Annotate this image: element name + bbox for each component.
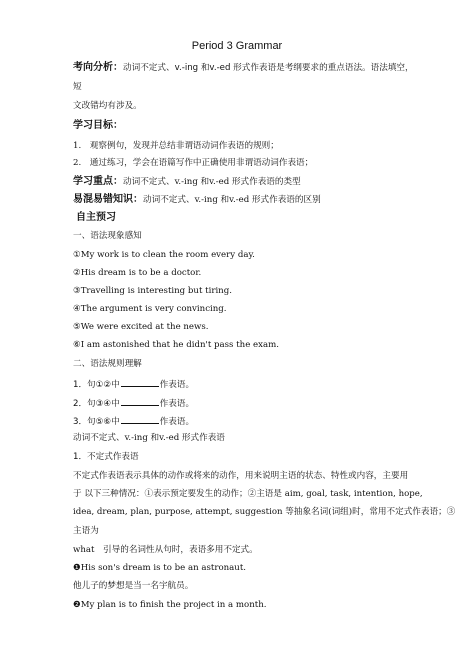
paragraph-line: what 引导的名词性从句时，表语多用不定式。 bbox=[73, 545, 258, 555]
confuse-text: 动词不定式、v.-ing 和v.-ed 形式作表语的区别 bbox=[143, 195, 321, 205]
paragraph-line: 不定式作表语表示具体的动作或将来的动作，用来说明主语的状态、特性或内容，主要用 bbox=[73, 471, 409, 481]
rule-summary: 动词不定式、v.-ing 和v.-ed 形式作表语 bbox=[73, 433, 225, 443]
fill-blank[interactable] bbox=[121, 415, 159, 424]
example-sentence: ④The argument is very convincing. bbox=[73, 304, 227, 314]
example-sentence: ①My work is to clean the room every day. bbox=[73, 250, 255, 260]
part1-heading: 1．不定式作表语 bbox=[73, 452, 139, 462]
paragraph-line: 于 以下三种情况：①表示预定要发生的动作；②主语是 aim, goal, task, intention, hope, bbox=[73, 489, 423, 499]
exam-line-1 bbox=[73, 62, 414, 74]
fill-blank[interactable] bbox=[121, 397, 159, 406]
rule-suffix: 作表语。 bbox=[159, 399, 195, 409]
example-sentence: ②His dream is to be a doctor. bbox=[73, 268, 202, 278]
rule-prefix: 2．句③④中 bbox=[73, 399, 120, 409]
exam-text-1: 动词不定式、v.-ing 和v.-ed 形式作表语是考纲要求的重点语法。语法填空， bbox=[123, 63, 414, 73]
rule-suffix: 作表语。 bbox=[159, 417, 195, 427]
page-title: Period 3 Grammar bbox=[191, 40, 283, 52]
rule-line bbox=[73, 415, 194, 428]
confuse-label: 易混易错知识： bbox=[73, 194, 143, 205]
section1-heading: 一、语法现象感知 bbox=[73, 231, 142, 241]
exam-line-3: 文改错均有涉及。 bbox=[73, 101, 142, 111]
example-chinese: 他儿子的梦想是当一名宇航员。 bbox=[73, 581, 194, 591]
example-sentence: ⑤We were excited at the news. bbox=[73, 322, 209, 332]
paragraph-line: idea, dream, plan, purpose, attempt, suggestion 等抽象名词(词组)时，常用不定式作表语；③ bbox=[73, 507, 456, 517]
exam-line-2: 短 bbox=[73, 82, 82, 92]
rule-suffix: 作表语。 bbox=[159, 380, 195, 390]
focus-line bbox=[73, 176, 301, 188]
exam-label: 考向分析： bbox=[73, 62, 123, 73]
example-english: ❷My plan is to finish the project in a month. bbox=[73, 600, 267, 610]
goal-item: 2. 通过练习，学会在语篇写作中正确使用非谓语动词作表语； bbox=[73, 158, 314, 168]
rule-line bbox=[73, 378, 194, 391]
example-english: ❶His son's dream is to be an astronaut. bbox=[73, 563, 247, 573]
rule-prefix: 3．句⑤⑥中 bbox=[73, 417, 120, 427]
goal-item: 1. 观察例句，发现并总结非谓语动词作表语的规则； bbox=[73, 141, 279, 151]
confuse-line bbox=[73, 194, 321, 206]
preview-heading: 自主预习 bbox=[76, 212, 116, 223]
focus-text: 动词不定式、v.-ing 和v.-ed 形式作表语的类型 bbox=[123, 177, 301, 187]
rule-line bbox=[73, 397, 194, 410]
paragraph-line: 主语为 bbox=[73, 526, 99, 536]
example-sentence: ⑥I am astonished that he didn't pass the exam. bbox=[73, 340, 279, 350]
rule-prefix: 1．句①②中 bbox=[73, 380, 120, 390]
example-sentence: ③Travelling is interesting but tiring. bbox=[73, 286, 232, 296]
focus-label: 学习重点： bbox=[73, 176, 123, 187]
fill-blank[interactable] bbox=[121, 378, 159, 387]
goals-label: 学习目标： bbox=[73, 120, 123, 131]
section2-heading: 二、语法规则理解 bbox=[73, 359, 142, 369]
